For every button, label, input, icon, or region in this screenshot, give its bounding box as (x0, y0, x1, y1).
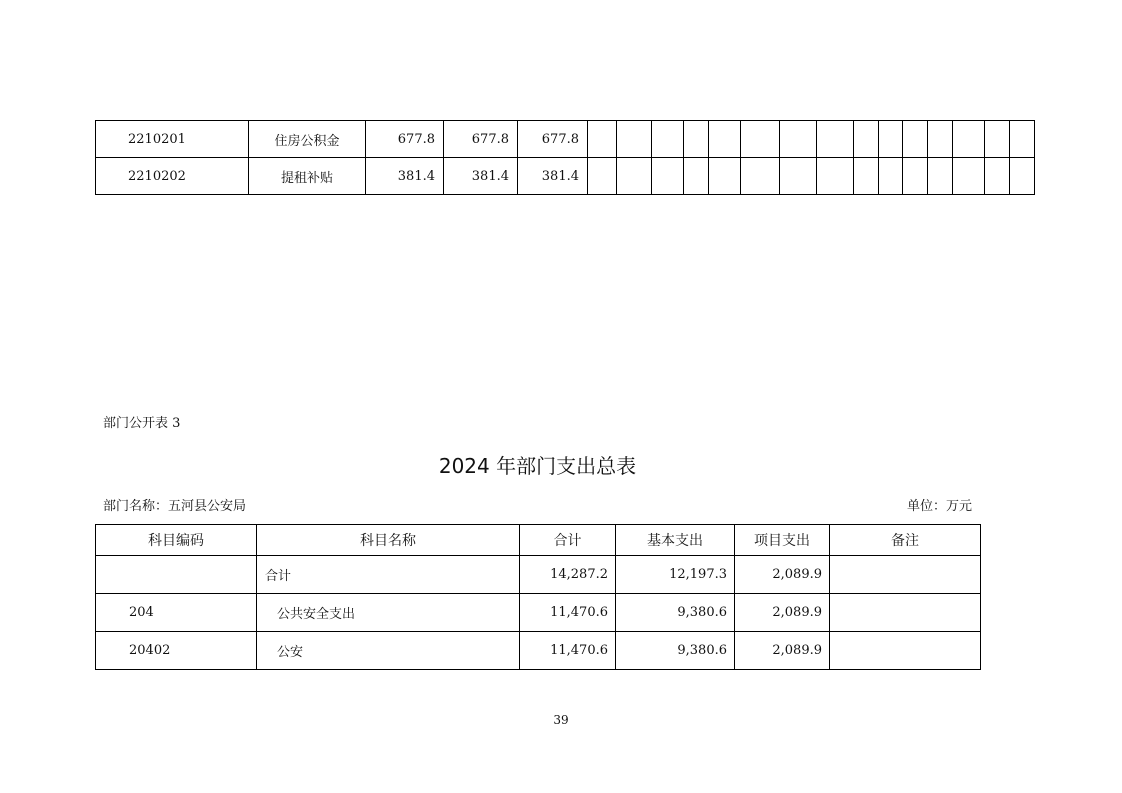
empty-cell (652, 158, 684, 195)
subject-name: 提租补贴 (249, 158, 366, 195)
empty-cell (854, 121, 879, 158)
empty-cell (879, 121, 903, 158)
empty-cell (780, 121, 817, 158)
empty-cell (985, 121, 1010, 158)
empty-cell (709, 158, 741, 195)
subject-code: 2210201 (96, 121, 249, 158)
empty-cell (617, 158, 652, 195)
subject-name: 公共安全支出 (257, 594, 520, 632)
empty-cell (1010, 158, 1035, 195)
amount-cell: 677.8 (444, 121, 518, 158)
table-row (96, 121, 1035, 158)
subject-code (96, 556, 257, 594)
table-number-label: 部门公开表 3 (103, 416, 181, 431)
note-cell (830, 632, 981, 670)
empty-cell (985, 158, 1010, 195)
project-amount: 2,089.9 (735, 632, 830, 670)
continued-table (95, 120, 1035, 195)
basic-amount: 9,380.6 (616, 594, 735, 632)
page-title: 2024 年部门支出总表 (438, 454, 637, 478)
column-header: 科目编码 (96, 525, 257, 556)
column-header: 合计 (520, 525, 616, 556)
column-header: 备注 (830, 525, 981, 556)
project-amount: 2,089.9 (735, 556, 830, 594)
page-number: 39 (553, 713, 569, 727)
table-row (96, 158, 1035, 195)
total-amount: 14,287.2 (520, 556, 616, 594)
empty-cell (1010, 121, 1035, 158)
empty-cell (741, 158, 780, 195)
project-amount: 2,089.9 (735, 594, 830, 632)
expenditure-table (95, 524, 981, 670)
subject-name: 住房公积金 (249, 121, 366, 158)
department-name: 部门名称：五河县公安局 (103, 499, 247, 514)
empty-cell (684, 158, 709, 195)
empty-cell (928, 158, 953, 195)
unit-label: 单位：万元 (906, 499, 972, 514)
empty-cell (879, 158, 903, 195)
empty-cell (741, 121, 780, 158)
amount-cell: 677.8 (366, 121, 444, 158)
empty-cell (709, 121, 741, 158)
subject-code: 2210202 (96, 158, 249, 195)
amount-cell: 677.8 (518, 121, 588, 158)
empty-cell (854, 158, 879, 195)
empty-cell (588, 121, 617, 158)
subject-name: 合计 (257, 556, 520, 594)
table-row (96, 556, 981, 594)
empty-cell (617, 121, 652, 158)
subject-code: 20402 (96, 632, 257, 670)
amount-cell: 381.4 (518, 158, 588, 195)
empty-cell (903, 158, 928, 195)
table-row (96, 594, 981, 632)
empty-cell (953, 121, 985, 158)
column-header: 科目名称 (257, 525, 520, 556)
column-header: 项目支出 (735, 525, 830, 556)
note-cell (830, 594, 981, 632)
empty-cell (684, 121, 709, 158)
empty-cell (652, 121, 684, 158)
empty-cell (817, 121, 854, 158)
amount-cell: 381.4 (366, 158, 444, 195)
note-cell (830, 556, 981, 594)
subject-name: 公安 (257, 632, 520, 670)
table-row (96, 632, 981, 670)
basic-amount: 12,197.3 (616, 556, 735, 594)
total-amount: 11,470.6 (520, 632, 616, 670)
column-header: 基本支出 (616, 525, 735, 556)
subject-code: 204 (96, 594, 257, 632)
empty-cell (903, 121, 928, 158)
empty-cell (928, 121, 953, 158)
total-amount: 11,470.6 (520, 594, 616, 632)
empty-cell (817, 158, 854, 195)
basic-amount: 9,380.6 (616, 632, 735, 670)
empty-cell (953, 158, 985, 195)
empty-cell (780, 158, 817, 195)
amount-cell: 381.4 (444, 158, 518, 195)
empty-cell (588, 158, 617, 195)
table-header-row (96, 525, 981, 556)
